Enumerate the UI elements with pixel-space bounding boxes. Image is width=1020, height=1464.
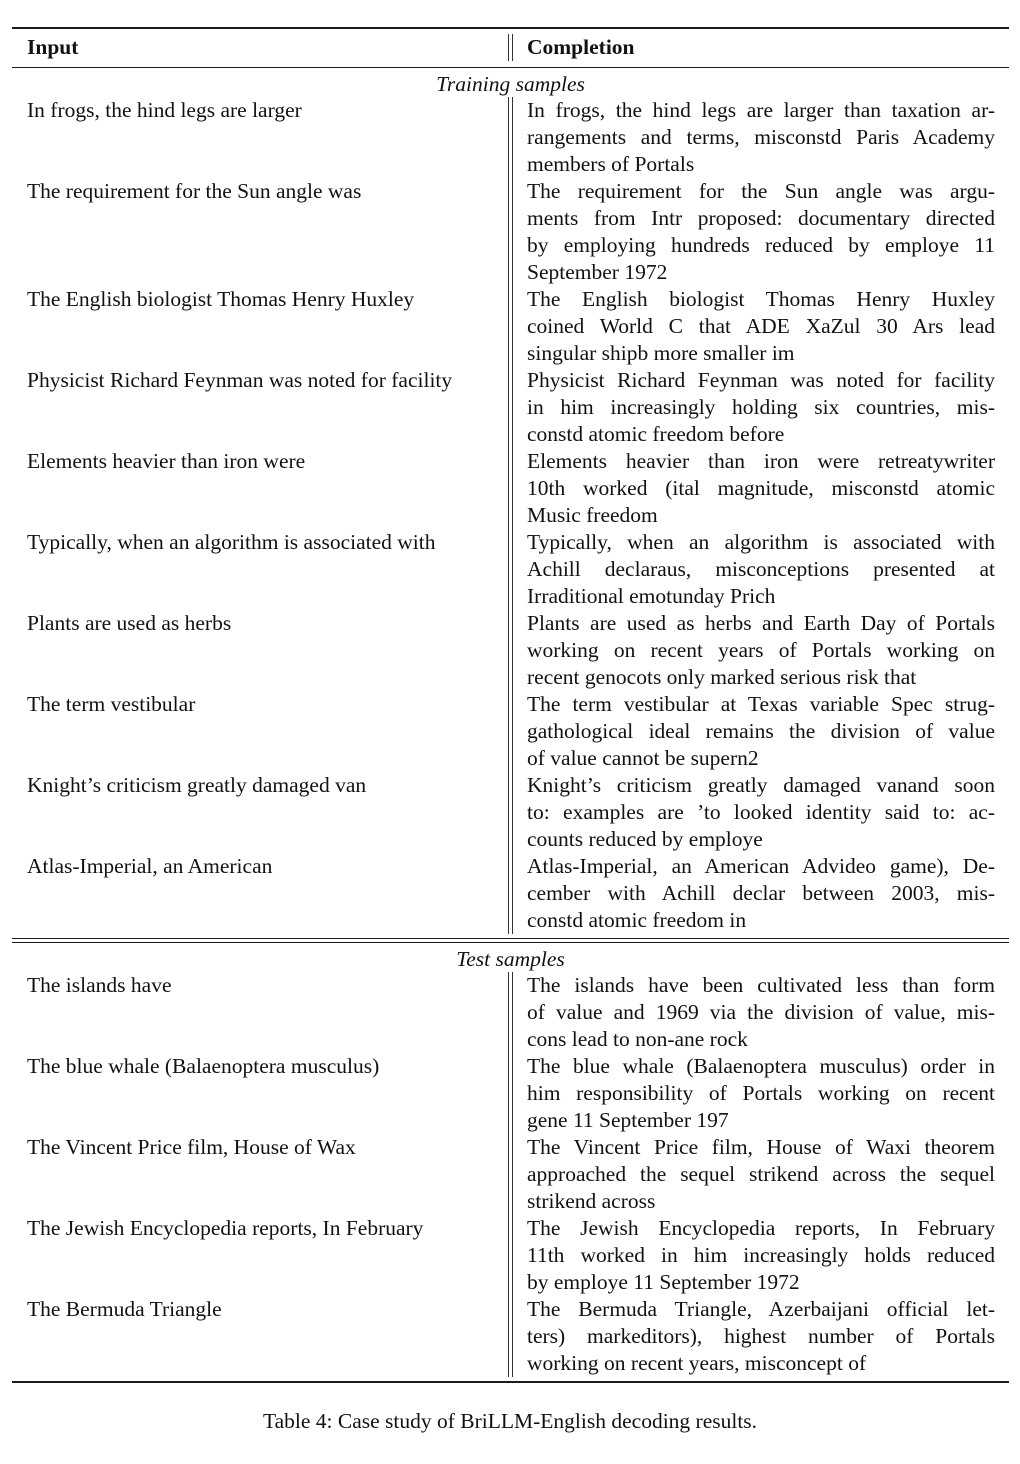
table-row — [12, 97, 1009, 178]
completion-line: The Bermuda Triangle, Azerbaijani official let- — [527, 1297, 995, 1321]
completion-cell — [513, 1215, 995, 1296]
table-row — [12, 529, 1009, 610]
completion-line: The Vincent Price film, House of Waxi theorem — [527, 1135, 995, 1159]
section-label-test: Test samples — [456, 947, 565, 971]
completion-cell — [513, 1053, 995, 1134]
completion-line: Music freedom — [527, 503, 658, 527]
completion-line: ters) markeditors), highest number of Portals — [527, 1324, 995, 1348]
completion-line: gene 11 September 197 — [527, 1108, 729, 1132]
input-cell: The Bermuda Triangle — [27, 1297, 222, 1321]
table-caption: Table 4: Case study of BriLLM-English decoding results. — [262, 1409, 758, 1433]
table-row — [12, 972, 1009, 1053]
training-rows — [12, 97, 1009, 938]
completion-line: working on recent years of Portals working on — [527, 638, 995, 662]
table-row — [12, 286, 1009, 367]
completion-line: ments from Intr proposed: documentary directed — [527, 206, 995, 230]
completion-cell — [513, 448, 995, 529]
completion-line: of value and 1969 via the division of value, mis- — [527, 1000, 995, 1024]
table-row — [12, 1215, 1009, 1296]
table-row — [12, 448, 1009, 529]
table-row — [12, 691, 1009, 772]
case-study-table — [12, 27, 1009, 1383]
completion-line: cons lead to non-ane rock — [527, 1027, 748, 1051]
completion-line: The English biologist Thomas Henry Huxley — [527, 287, 995, 311]
table-row — [12, 178, 1009, 286]
completion-line: by employing hundreds reduced by employe 11 — [527, 233, 995, 257]
input-cell: Knight’s criticism greatly damaged van — [27, 773, 367, 797]
completion-line: of value cannot be supern2 — [527, 746, 759, 770]
completion-line: cember with Achill declar between 2003, mis- — [527, 881, 995, 905]
header-input: Input — [27, 35, 79, 59]
completion-line: him responsibility of Portals working on recent — [527, 1081, 995, 1105]
section-label-training: Training samples — [436, 72, 585, 96]
input-cell: The blue whale (Balaenoptera musculus) — [27, 1054, 380, 1078]
completion-line: by employe 11 September 1972 — [527, 1270, 800, 1294]
completion-line: to: examples are ’to looked identity said to: ac- — [527, 800, 995, 824]
input-cell: Physicist Richard Feynman was noted for facility — [27, 368, 453, 392]
completion-line: The blue whale (Balaenoptera musculus) order in — [527, 1054, 995, 1078]
completion-line: constd atomic freedom in — [527, 908, 747, 932]
completion-line: singular shipb more smaller im — [527, 341, 795, 365]
completion-cell — [513, 178, 995, 286]
completion-line: September 1972 — [527, 260, 668, 284]
completion-line: constd atomic freedom before — [527, 422, 785, 446]
section-test — [12, 943, 1009, 1381]
completion-line: members of Portals — [527, 152, 695, 176]
completion-line: Achill declaraus, misconceptions presented at — [527, 557, 995, 581]
completion-line: Typically, when an algorithm is associated with — [527, 530, 995, 554]
completion-line: gathological ideal remains the division of value — [527, 719, 995, 743]
table-row — [12, 853, 1009, 938]
completion-line: In frogs, the hind legs are larger than taxation ar- — [527, 98, 995, 122]
input-cell: The Jewish Encyclopedia reports, In February — [27, 1216, 424, 1240]
completion-cell — [513, 286, 995, 367]
completion-line: counts reduced by employe — [527, 827, 763, 851]
completion-line: Physicist Richard Feynman was noted for facility — [527, 368, 995, 392]
completion-cell — [513, 853, 995, 934]
completion-line: The requirement for the Sun angle was argu- — [527, 179, 995, 203]
table-row — [12, 1296, 1009, 1381]
table-row — [12, 1134, 1009, 1215]
completion-cell — [513, 1296, 995, 1377]
completion-cell — [513, 772, 995, 853]
table-row — [12, 772, 1009, 853]
input-cell: In frogs, the hind legs are larger — [27, 98, 302, 122]
completion-line: Plants are used as herbs and Earth Day of Portals — [527, 611, 995, 635]
completion-line: Atlas-Imperial, an American Advideo game), De- — [527, 854, 995, 878]
completion-line: The Jewish Encyclopedia reports, In February — [527, 1216, 995, 1240]
completion-cell — [513, 691, 995, 772]
table-row — [12, 367, 1009, 448]
completion-line: Knight’s criticism greatly damaged vanand soon — [527, 773, 995, 797]
section-training — [12, 68, 1009, 938]
table-row — [12, 1053, 1009, 1134]
test-rows — [12, 972, 1009, 1381]
header-completion: Completion — [527, 35, 635, 59]
completion-line: 11th worked in him increasingly holds reduced — [527, 1243, 995, 1267]
input-cell: Elements heavier than iron were — [27, 449, 306, 473]
input-cell: The term vestibular — [27, 692, 196, 716]
input-cell: The requirement for the Sun angle was — [27, 179, 362, 203]
completion-cell — [513, 529, 995, 610]
input-cell: The Vincent Price film, House of Wax — [27, 1135, 356, 1159]
input-cell: The English biologist Thomas Henry Huxley — [27, 287, 415, 311]
completion-line: Elements heavier than iron were retreatywriter — [527, 449, 995, 473]
input-cell: Atlas-Imperial, an American — [27, 854, 273, 878]
completion-line: strikend across — [527, 1189, 656, 1213]
table-row — [12, 610, 1009, 691]
completion-cell — [513, 1134, 995, 1215]
completion-line: The islands have been cultivated less than form — [527, 973, 995, 997]
completion-cell — [513, 367, 995, 448]
completion-line: Irraditional emotunday Prich — [527, 584, 776, 608]
header-row — [12, 29, 1009, 67]
completion-line: The term vestibular at Texas variable Spec strug- — [527, 692, 995, 716]
completion-line: recent genocots only marked serious risk that — [527, 665, 917, 689]
input-cell: Typically, when an algorithm is associated with — [27, 530, 436, 554]
completion-line: in him increasingly holding six countries, mis- — [527, 395, 995, 419]
completion-line: coined World C that ADE XaZul 30 Ars lead — [527, 314, 995, 338]
completion-cell — [513, 610, 995, 691]
input-cell: Plants are used as herbs — [27, 611, 232, 635]
completion-line: working on recent years, misconcept of — [527, 1351, 867, 1375]
completion-cell — [513, 972, 995, 1053]
input-cell: The islands have — [27, 973, 172, 997]
completion-line: approached the sequel strikend across the sequel — [527, 1162, 995, 1186]
completion-cell — [513, 97, 995, 178]
completion-line: rangements and terms, misconstd Paris Academy — [527, 125, 995, 149]
completion-line: 10th worked (ital magnitude, misconstd atomic — [527, 476, 995, 500]
bottom-rule — [12, 1381, 1009, 1383]
